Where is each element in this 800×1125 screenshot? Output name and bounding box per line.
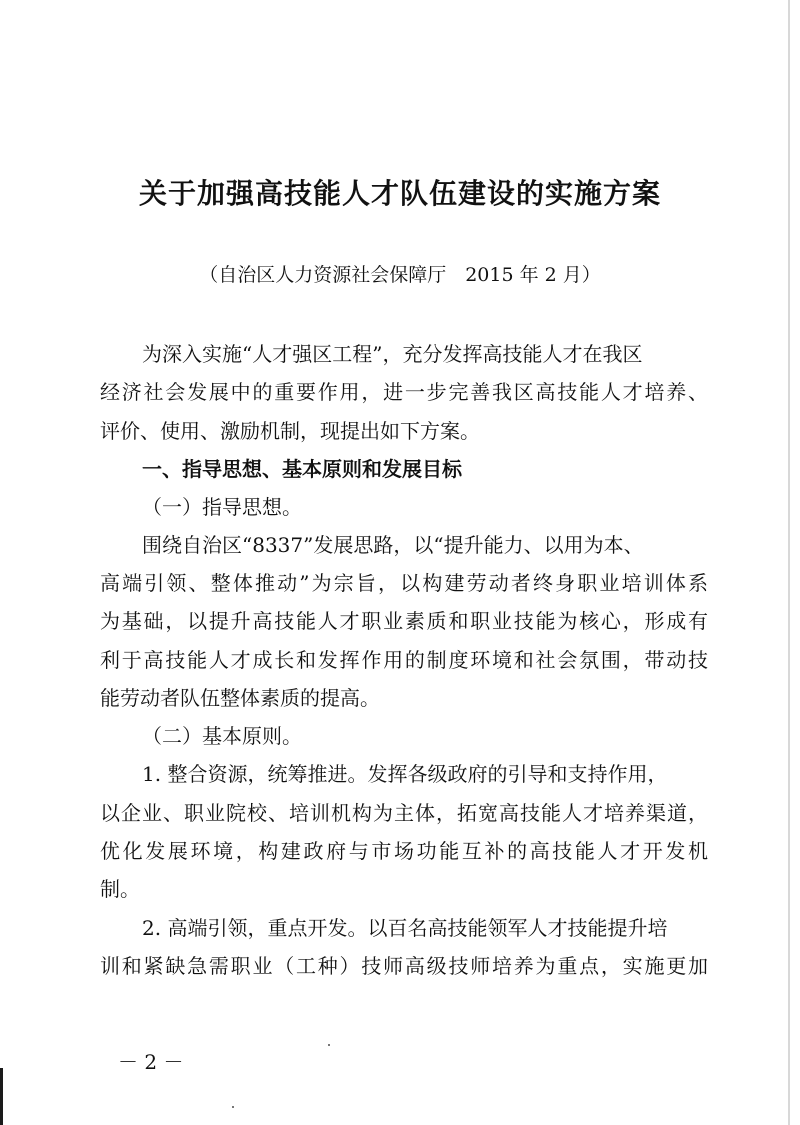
paragraph-line: 训和紧缺急需职业（工种）技师高级技师培养为重点，实施更加 [100,954,708,978]
section-heading: 一、指导思想、基本原则和发展目标 [142,457,462,481]
scan-speck [232,1106,234,1108]
scan-binding-mark [0,1068,3,1125]
paragraph-line: 能劳动者队伍整体素质的提高。 [100,686,380,710]
paragraph-line: 以企业、职业院校、培训机构为主体，拓宽高技能人才培养渠道， [100,801,708,825]
scan-speck [328,1044,330,1046]
paragraph-line: 1. 整合资源，统筹推进。发挥各级政府的引导和支持作用， [142,762,668,786]
subsection-heading: （一）指导思想。 [142,495,302,519]
paragraph-line: 高端引领、整体推动”为宗旨，以构建劳动者终身职业培训体系 [100,571,708,595]
paragraph-line: 优化发展环境，构建政府与市场功能互补的高技能人才开发机 [100,839,708,863]
paragraph-line: 为深入实施“人才强区工程”，充分发挥高技能人才在我区 [142,342,643,366]
paragraph-line: 经济社会发展中的重要作用，进一步完善我区高技能人才培养、 [100,380,708,404]
paragraph-line: 围绕自治区“8337”发展思路，以“提升能力、以用为本、 [142,533,644,557]
page-number: － 2 － [118,1050,184,1074]
paragraph-line: 为基础，以提升高技能人才职业素质和职业技能为核心，形成有 [100,609,708,633]
paragraph-line: 2. 高端引领，重点开发。以百名高技能领军人才技能提升培 [142,916,668,940]
paragraph-line: 利于高技能人才成长和发挥作用的制度环境和社会氛围，带动技 [100,648,708,672]
subsection-heading: （二）基本原则。 [142,724,302,748]
scan-edge-line [788,0,790,1125]
paragraph-line: 制。 [100,877,140,901]
document-title: 关于加强高技能人才队伍建设的实施方案 [138,177,661,210]
document-subtitle: （自治区人力资源社会保障厅 2015 年 2 月） [199,264,601,286]
paragraph-line: 评价、使用、激励机制，现提出如下方案。 [100,419,480,443]
